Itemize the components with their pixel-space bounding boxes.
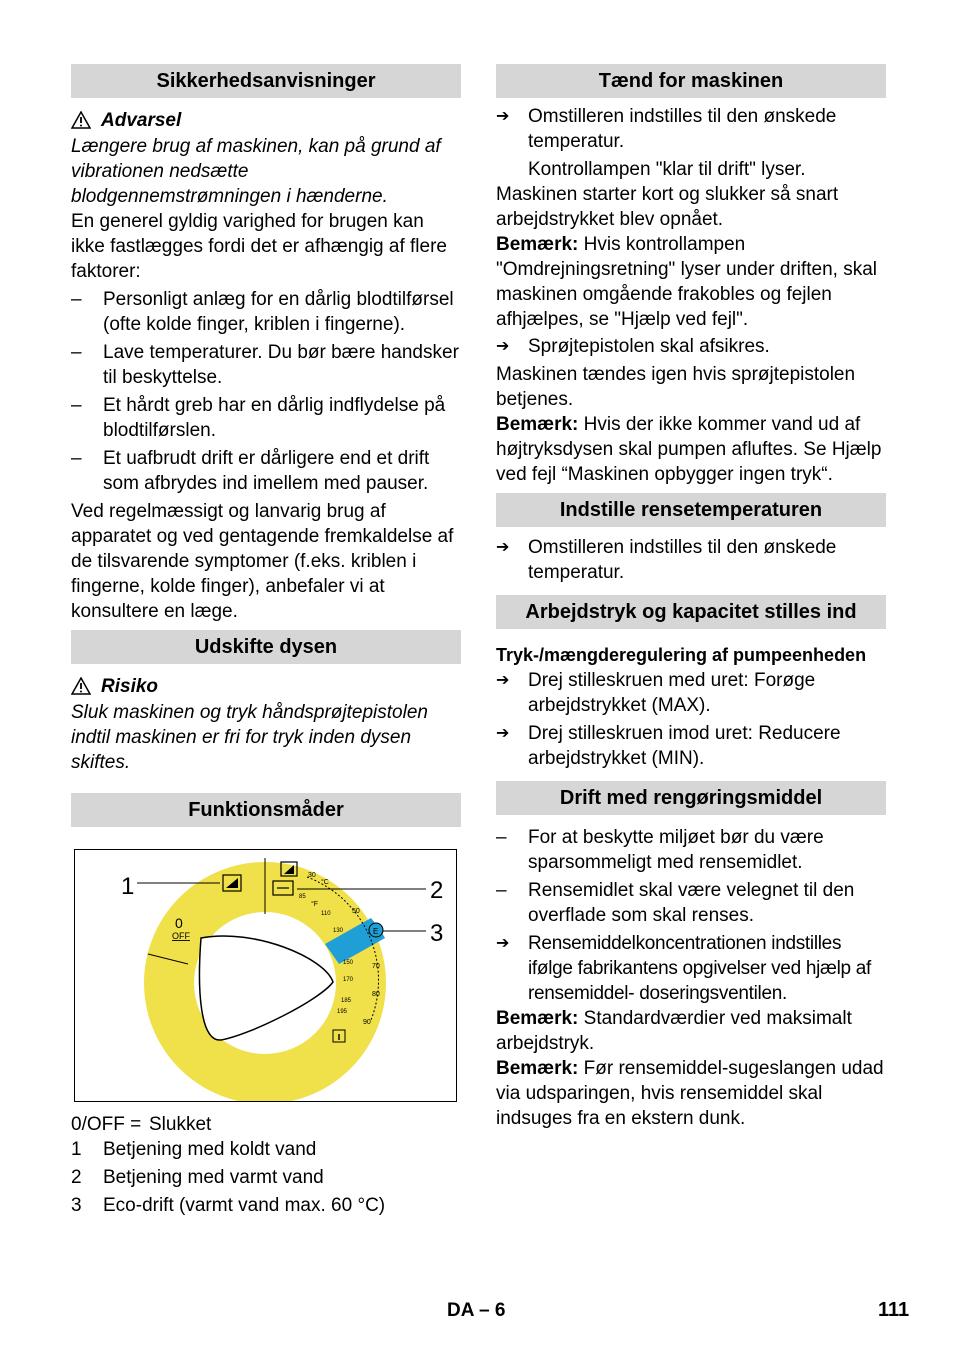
off-legend: [71, 1112, 461, 1137]
step-note: Kontrollampen "klar til drift" lyser.: [528, 159, 806, 180]
arrow-icon: ➔: [496, 108, 510, 125]
dial-off: OFF: [172, 931, 190, 941]
subheading: Tryk-/mængderegulering af pumpeenheden: [496, 645, 867, 665]
step-text: Drej stilleskruen imod uret: Reducere arbejdstrykket (MIN).: [528, 723, 841, 769]
note-text: Før rensemiddel-sugeslangen udad via udsparingen, hvis rensemiddel skal indsuges fra en ekstern dunk.: [496, 1058, 884, 1129]
scale-f: 85: [299, 894, 306, 900]
step-text: Sprøjtepistolen skal afsikres.: [528, 336, 770, 357]
dash-marker: –: [496, 827, 507, 848]
note-label: Bemærk:: [496, 1058, 579, 1079]
note-paragraph: [496, 1006, 886, 1056]
note-paragraph: [496, 412, 886, 487]
scale-c: 30: [308, 872, 316, 879]
risk-text: Sluk maskinen og tryk håndsprøjtepistolen indtil maskinen er fri for tryk inden dysen skiftes.: [71, 702, 428, 773]
scale-c: 90: [363, 1019, 371, 1026]
dash-marker: –: [71, 342, 82, 363]
off-legend-value: Slukket: [149, 1114, 212, 1135]
safety-outro: Ved regelmæssigt og lanvarig brug af apparatet og ved gentagende fremkaldelse af de tilsvarende symptomer (f.eks. kriblen i fingerne, kolde finger), anbefaler vi at konsultere en læge.: [71, 501, 454, 622]
risk-label-text: Risiko: [101, 675, 159, 697]
warning-triangle-icon: [71, 677, 91, 695]
list-item-text: For at beskytte miljøet bør du være sparsommeligt med rensemidlet.: [528, 827, 824, 873]
section-heading-pressure: Arbejdstryk og kapacitet stilles ind: [496, 595, 886, 629]
note-label: Bemærk:: [496, 1008, 579, 1029]
step-item: [496, 721, 886, 771]
dial-knob: [199, 936, 333, 1040]
list-item: [71, 340, 461, 390]
dial-figure: [74, 849, 457, 1102]
dash-marker: –: [71, 448, 82, 469]
eco-label: E: [373, 927, 379, 936]
arrow-icon: ➔: [496, 672, 510, 689]
scale-f: 110: [321, 911, 331, 917]
scale-c: 80: [372, 991, 380, 998]
scale-f: 170: [343, 977, 354, 983]
list-item-text: Et hårdt greb har en dårlig indflydelse på blodtilførslen.: [103, 395, 446, 441]
arrow-icon: ➔: [496, 539, 510, 556]
mode-text: Eco-drift (varmt vand max. 60 °C): [103, 1195, 386, 1216]
step-item: [496, 535, 886, 585]
footer-language-code: DA – 6: [447, 1300, 506, 1321]
list-item-text: Rensemidlet skal være velegnet til den overflade som skal renses.: [528, 880, 855, 926]
list-item-text: Personligt anlæg for en dårlig blodtilførsel (ofte kolde finger, kriblen i fingerne).: [103, 289, 454, 335]
arrow-icon: ➔: [496, 725, 510, 742]
paragraph: Maskinen tændes igen hvis sprøjtepistolen betjenes.: [496, 364, 856, 410]
warning-label-text: Advarsel: [101, 109, 182, 131]
note-paragraph: [496, 1056, 886, 1131]
scale-f: 130: [333, 928, 344, 934]
scale-c: 50: [352, 908, 360, 915]
callout-2: 2: [430, 877, 444, 904]
note-label: Bemærk:: [496, 234, 579, 255]
section-heading-safety: Sikkerhedsanvisninger: [71, 64, 461, 98]
mode-list-item: [71, 1137, 461, 1162]
mode-number: 1: [71, 1139, 82, 1160]
celsius-unit: °C: [321, 879, 329, 886]
mode-number: 2: [71, 1167, 82, 1188]
list-item: [71, 446, 461, 496]
list-item-text: Lave temperaturer. Du bør bære handsker til beskyttelse.: [103, 342, 459, 388]
warning-triangle-icon: [71, 111, 91, 129]
warning-label: [71, 106, 461, 134]
warning-text: Længere brug af maskinen, kan på grund af vibrationen nedsætte blodgennemstrømningen i hænderne.: [71, 136, 441, 207]
scale-f: 195: [337, 1009, 348, 1015]
step-item: [496, 668, 886, 718]
step-item: [496, 104, 886, 154]
step-text: Drej stilleskruen med uret: Forøge arbejdstrykket (MAX).: [528, 670, 816, 716]
note-label: Bemærk:: [496, 414, 579, 435]
off-legend-key: 0/OFF =: [71, 1114, 142, 1135]
list-item-text: Et uafbrudt drift er dårligere end et drift som afbrydes ind imellem med pauser.: [103, 448, 430, 494]
section-heading-detergent: Drift med rengøringsmiddel: [496, 781, 886, 815]
mode-text: Betjening med koldt vand: [103, 1139, 317, 1160]
mode-list-item: [71, 1193, 461, 1218]
step-text: Omstilleren indstilles til den ønskede temperatur.: [528, 537, 837, 583]
dash-marker: –: [71, 395, 82, 416]
step-item: [496, 931, 886, 1006]
mode-dial-diagram: [75, 850, 456, 1101]
right-column: [496, 64, 886, 1131]
arrow-icon: ➔: [496, 338, 510, 355]
scale-f: 185: [341, 998, 352, 1004]
section-heading-start: Tænd for maskinen: [496, 64, 886, 98]
fahrenheit-unit: °F: [311, 901, 319, 908]
note-text: Hvis der ikke kommer vand ud af højtryksdysen skal pumpen afluftes. Se Hjælp ved fejl “Maskinen opbygger ingen tryk“.: [496, 414, 882, 485]
list-item: [496, 878, 886, 928]
page-number: 111: [878, 1299, 910, 1321]
callout-3: 3: [430, 920, 444, 947]
note-text: Hvis kontrollampen "Omdrejningsretning" lyser under driften, skal maskinen omgående frakobles og fejlen afhjælpes, se "Hjælp ved fejl".: [496, 234, 877, 330]
list-item: [71, 393, 461, 443]
mode-list-item: [71, 1165, 461, 1190]
note-text: Standardværdier ved maksimalt arbejdstryk.: [496, 1008, 852, 1054]
mode-text: Betjening med varmt vand: [103, 1167, 324, 1188]
list-item: [71, 287, 461, 337]
section-heading-temperature: Indstille rensetemperaturen: [496, 493, 886, 527]
scale-c: 70: [372, 963, 380, 970]
section-heading-nozzle: Udskifte dysen: [71, 630, 461, 664]
dash-marker: –: [496, 880, 507, 901]
step-text: Rensemiddelkoncentrationen indstilles ifølge fabrikantens opgivelser ved hjælp af rensemiddel- doseringsventilen.: [528, 933, 872, 1004]
arrow-icon: ➔: [496, 935, 510, 952]
step-item: [496, 334, 886, 359]
dash-marker: –: [71, 289, 82, 310]
note-paragraph: [496, 232, 886, 332]
list-item: [496, 825, 886, 875]
scale-f: 150: [343, 960, 354, 966]
paragraph: Maskinen starter kort og slukker så snart arbejdstrykket blev opnået.: [496, 184, 839, 230]
safety-intro: En generel gyldig varighed for brugen kan ikke fastlægges fordi det er afhængig af flere faktorer:: [71, 211, 447, 282]
section-heading-modes: Funktionsmåder: [71, 793, 461, 827]
dial-zero: 0: [175, 915, 183, 931]
mode-number: 3: [71, 1195, 82, 1216]
step-text: Omstilleren indstilles til den ønskede temperatur.: [528, 106, 837, 152]
risk-label: [71, 672, 461, 700]
left-column: [71, 64, 461, 1218]
callout-1: 1: [121, 873, 135, 900]
